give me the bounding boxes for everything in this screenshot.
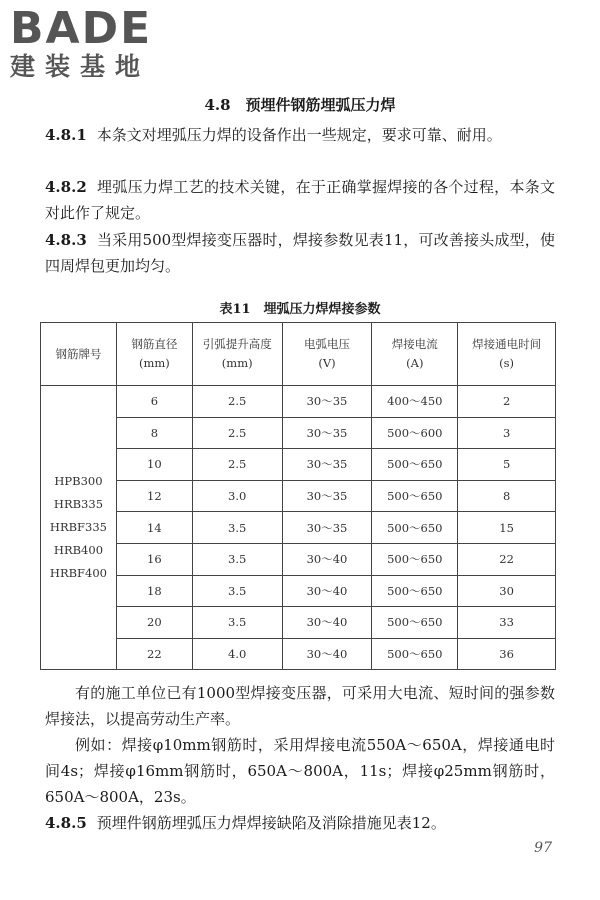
- paragraph-number: 4.8.3: [45, 231, 87, 249]
- header-diameter: 钢筋直径 (mm): [116, 323, 192, 386]
- header-arc-voltage: 电弧电压 (V): [282, 323, 372, 386]
- table-row: [41, 480, 556, 512]
- table-cell: 3.0: [192, 480, 282, 512]
- header-welding-time: 焊接通电时间 (s): [458, 323, 556, 386]
- table-header-row: [41, 323, 556, 386]
- table-cell: 30: [458, 575, 556, 607]
- table-cell: 400～450: [372, 386, 458, 418]
- table-cell: 30～40: [282, 543, 372, 575]
- table-cell: 30～40: [282, 607, 372, 639]
- section-title: 4.8 预埋件钢筋埋弧压力焊: [204, 96, 396, 114]
- table-cell: 14: [116, 512, 192, 544]
- table-cell: 3.5: [192, 543, 282, 575]
- table-cell: 3.5: [192, 607, 282, 639]
- table-row: [41, 512, 556, 544]
- table-row: [41, 417, 556, 449]
- table-row: [41, 607, 556, 639]
- table-cell: 3.5: [192, 512, 282, 544]
- table-cell: 2.5: [192, 449, 282, 481]
- table-cell: 500～650: [372, 512, 458, 544]
- logo: [10, 3, 153, 82]
- logo-subtitle: 建装基地: [10, 52, 151, 81]
- paragraph-number: 4.8.1: [45, 126, 87, 144]
- table-cell: 2: [458, 386, 556, 418]
- paragraph-text: 埋弧压力焊工艺的技术关键，在于正确掌握焊接的各个过程，本条文对此作了规定。: [45, 178, 555, 222]
- header-arc-lift: 引弧提升高度 (mm): [192, 323, 282, 386]
- table-cell: 15: [458, 512, 556, 544]
- paragraph-text: 本条文对埋弧压力焊的设备作出一些规定，要求可靠、耐用。: [96, 126, 502, 144]
- table-cell: 2.5: [192, 417, 282, 449]
- table-cell: 30～35: [282, 480, 372, 512]
- table-row: [41, 543, 556, 575]
- table-cell: 12: [116, 480, 192, 512]
- table-cell: 5: [458, 449, 556, 481]
- table-cell: 30～40: [282, 638, 372, 670]
- table-cell: 3.5: [192, 575, 282, 607]
- table-cell: 30～35: [282, 449, 372, 481]
- table-cell: 8: [116, 417, 192, 449]
- table-cell: 30～35: [282, 386, 372, 418]
- table-cell: 500～650: [372, 638, 458, 670]
- table-cell: 2.5: [192, 386, 282, 418]
- table-cell: 4.0: [192, 638, 282, 670]
- table-cell: 16: [116, 543, 192, 575]
- table-row: [41, 386, 556, 418]
- table-cell: 500～600: [372, 417, 458, 449]
- paragraph-4-8-2: [45, 174, 555, 226]
- table-cell: 3: [458, 417, 556, 449]
- paragraph-text: 预埋件钢筋埋弧压力焊焊接缺陷及消除措施见表12。: [96, 814, 446, 832]
- table-cell: 8: [458, 480, 556, 512]
- table-cell: 500～650: [372, 607, 458, 639]
- after-table-paragraph-2: 例如：焊接φ10mm钢筋时，采用焊接电流550A～650A，焊接通电时间4s；焊接φ16mm钢筋时，650A～800A，11s；焊接φ25mm钢筋时，650A～800A，23s。: [45, 736, 555, 806]
- table-cell: 500～650: [372, 543, 458, 575]
- paragraph-text: 当采用500型焊接变压器时，焊接参数见表11，可改善接头成型，使四周焊包更加均匀。: [45, 231, 555, 275]
- table-cell: 36: [458, 638, 556, 670]
- header-welding-current: 焊接电流 (A): [372, 323, 458, 386]
- welding-parameters-table: [40, 322, 556, 670]
- table-cell: 30～35: [282, 512, 372, 544]
- page-number: 97: [534, 840, 552, 856]
- table-cell: 30～35: [282, 417, 372, 449]
- table-title: 表11 埋弧压力焊焊接参数: [219, 302, 381, 317]
- paragraph-number: 4.8.2: [45, 178, 87, 196]
- table-row: [41, 638, 556, 670]
- table-cell: 20: [116, 607, 192, 639]
- paragraph-4-8-5: [45, 810, 555, 836]
- header-grade: 钢筋牌号: [41, 323, 117, 386]
- table-cell: 33: [458, 607, 556, 639]
- table-cell: 500～650: [372, 449, 458, 481]
- table-cell: 500～650: [372, 575, 458, 607]
- table-cell: 22: [458, 543, 556, 575]
- table-cell: 30～40: [282, 575, 372, 607]
- paragraph-4-8-1: [45, 122, 555, 148]
- paragraph-number: 4.8.5: [45, 814, 87, 832]
- grade-cell: HPB300 HRB335 HRBF335 HRB400 HRBF400: [41, 386, 117, 670]
- table-cell: 6: [116, 386, 192, 418]
- after-table-paragraph-1: 有的施工单位已有1000型焊接变压器，可采用大电流、短时间的强参数焊接法，以提高劳动生产率。: [45, 684, 555, 728]
- paragraph-4-8-3: [45, 227, 555, 279]
- table-row: [41, 575, 556, 607]
- table-cell: 10: [116, 449, 192, 481]
- logo-text: BADE: [10, 3, 153, 54]
- table-cell: 18: [116, 575, 192, 607]
- table-cell: 22: [116, 638, 192, 670]
- table-row: [41, 449, 556, 481]
- table-cell: 500～650: [372, 480, 458, 512]
